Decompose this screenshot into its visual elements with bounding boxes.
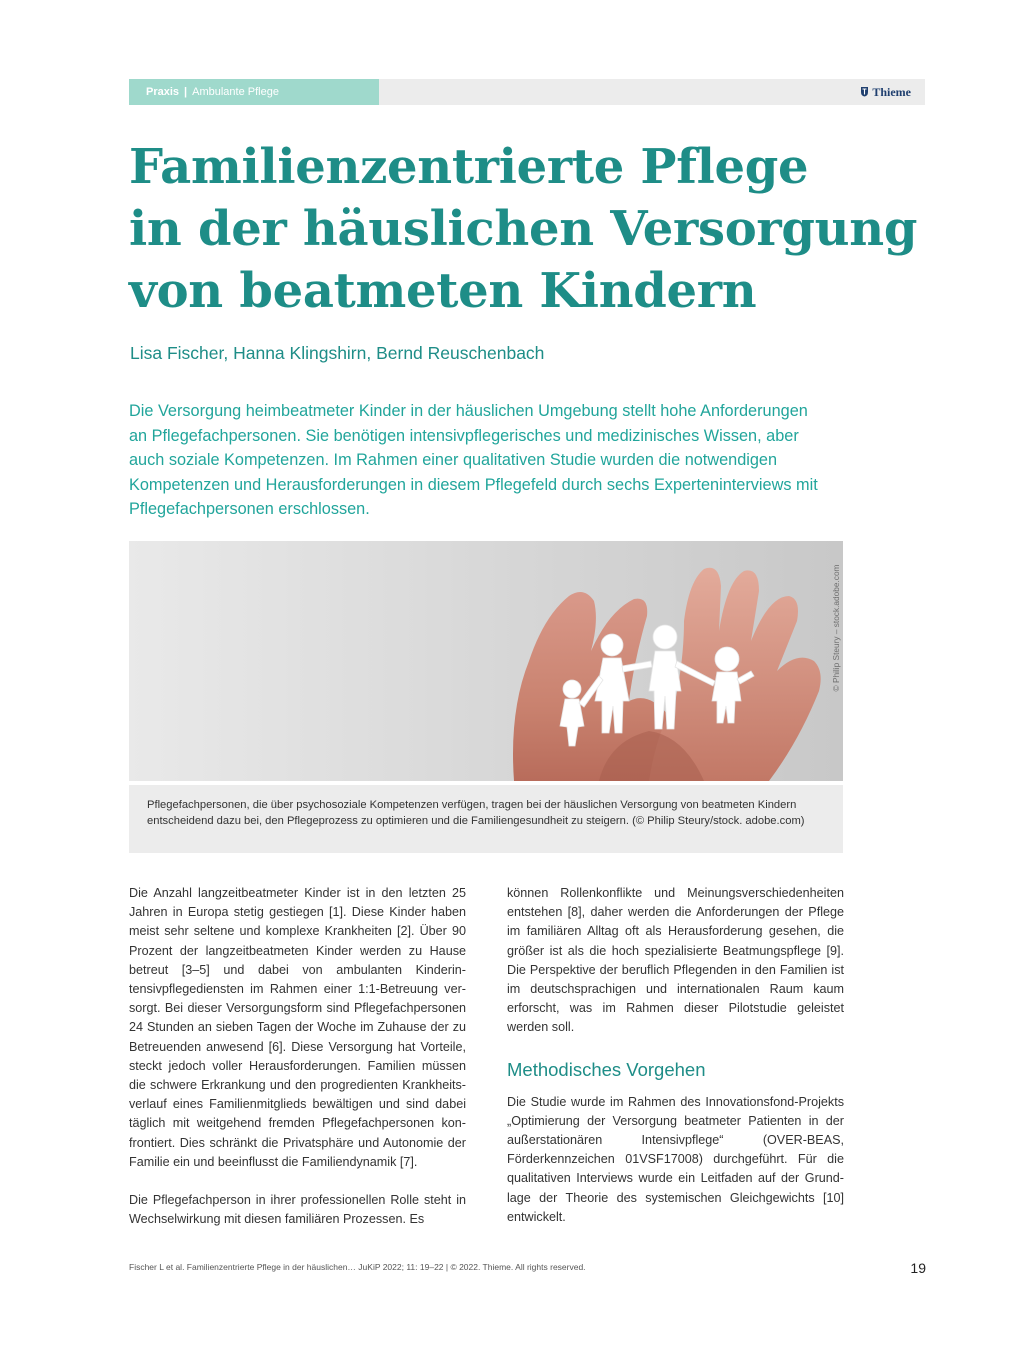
section-heading: Methodisches Vorgehen bbox=[507, 1058, 706, 1080]
publisher-name: Thieme bbox=[872, 85, 911, 99]
photo-credit bbox=[829, 548, 843, 708]
authors: Lisa Fischer, Hanna Klingshirn, Bernd Reuschenbach bbox=[130, 343, 545, 363]
body-paragraph: Die Studie wurde im Rahmen des Innovationsfond-Projekts „Optimierung der Versorgung beatmeter Patienten in der außerstationären Intensivpflege“ (OVER-BEAS, Förderkennzeichen 01VSF17008) durchgeführt. Für die qualitativen Interviews wurde ein Leitfaden auf der Grundlage der Theorie des systemischen Gleichgewichts [10] entwickelt. bbox=[507, 1094, 844, 1224]
thieme-logo-icon bbox=[860, 86, 869, 97]
photo-credit-text: © Philip Steury – stock.adobe.com bbox=[831, 564, 841, 692]
section-tag bbox=[129, 79, 379, 105]
section-separator: | bbox=[184, 86, 188, 98]
hands-paper-family-photo bbox=[129, 541, 843, 781]
publisher-logo bbox=[860, 79, 911, 105]
body-column-right bbox=[507, 884, 844, 1227]
article-title bbox=[129, 136, 919, 322]
footer-citation: Fischer L et al. Familienzentrierte Pflege in der häuslichen… JuKiP 2022; 11: 19–22 | © 2022. Thieme. All rights reserved. bbox=[129, 1262, 586, 1272]
section-label: Praxis bbox=[146, 86, 180, 98]
body-paragraph: Die Anzahl langzeitbeatmeter Kinder ist in den letzten 25 Jahren in Europa stetig gestiegen [1]. Diese Kinder haben meist sehr seltene und komplexe Krankheiten [2]. Über 90 Prozent der langzeitbeatmeten Kinder werden zu Hause betreut [3–5] und dabei von ambulanten Kinderintensivpflegediensten im Rahmen einer 1:1-Betreuung versorgt. Bei dieser Versorgungsform sind Pflegefachpersonen 24 Stunden an sieben Tagen der Woche im Zuhause der zu Betreuenden anwesend [6]. Diese Versorgung hat Vorteile, steckt jedoch voller Herausforderungen. Familien müssen die schwere Erkrankung und den progredienten Krankheitsverlauf eines Familienmitglieds bewältigen und sind dabei täglich mit weitgehend fremden Pflegefachpersonen konfrontiert. Dies schränkt die Privatsphäre und Autonomie der Familie ein und beeinflusst die Familiendynamik [7]. bbox=[129, 886, 466, 1169]
lead-paragraph: Die Versorgung heimbeatmeter Kinder in der häuslichen Umgebung stellt hohe Anforderungen an Pflegefachpersonen. Sie benötigen intensivpflegerisches und medizinisches Wissen, aber auch soziale Kompetenzen. Im Rahmen einer qualitativen Studie wurden die notwendigen Kompetenzen und Herausforderungen in diesem Pflegefeld durch sechs Experteninterviews mit Pflegefachpersonen erschlossen. bbox=[129, 402, 818, 518]
body-paragraph: können Rollenkonflikte und Meinungsverschiedenheiten entstehen [8], daher werden die Anforderungen der Pflege im familiären Alltag oft als Herausforderung gesehen, die größer ist als die hoch spezialisierte Beatmungspflege [9]. Die Perspektive der beruflich Pflegenden in den Familien ist im deutschsprachigen und internationalen Raum kaum erforscht, was im Rahmen dieser Pilotstudie geleistet werden soll. bbox=[507, 886, 844, 1035]
body-paragraph: Die Pflegefachperson in ihrer professionellen Rolle steht in Wechselwirkung mit diesen familiären Prozessen. Es bbox=[129, 1193, 466, 1227]
subsection-label: Ambulante Pflege bbox=[192, 86, 279, 98]
figure-caption: Pflegefachpersonen, die über psychosoziale Kompetenzen verfügen, tragen bei der häuslichen Versorgung von beatmeten Kindern entscheidend dazu bei, den Pflegeprozess zu optimieren und die Familiengesundheit zu steigern. (© Philip Steury/stock. adobe.com) bbox=[129, 785, 843, 853]
title-line: Familienzentrierte Pflege bbox=[129, 139, 809, 195]
article-photo bbox=[129, 541, 843, 781]
header-bar bbox=[129, 79, 925, 105]
page-number: 19 bbox=[910, 1260, 926, 1276]
title-line: in der häuslichen Versorgung bbox=[129, 201, 918, 257]
body-column-left bbox=[129, 884, 466, 1229]
title-line: von beatmeten Kindern bbox=[129, 263, 757, 319]
